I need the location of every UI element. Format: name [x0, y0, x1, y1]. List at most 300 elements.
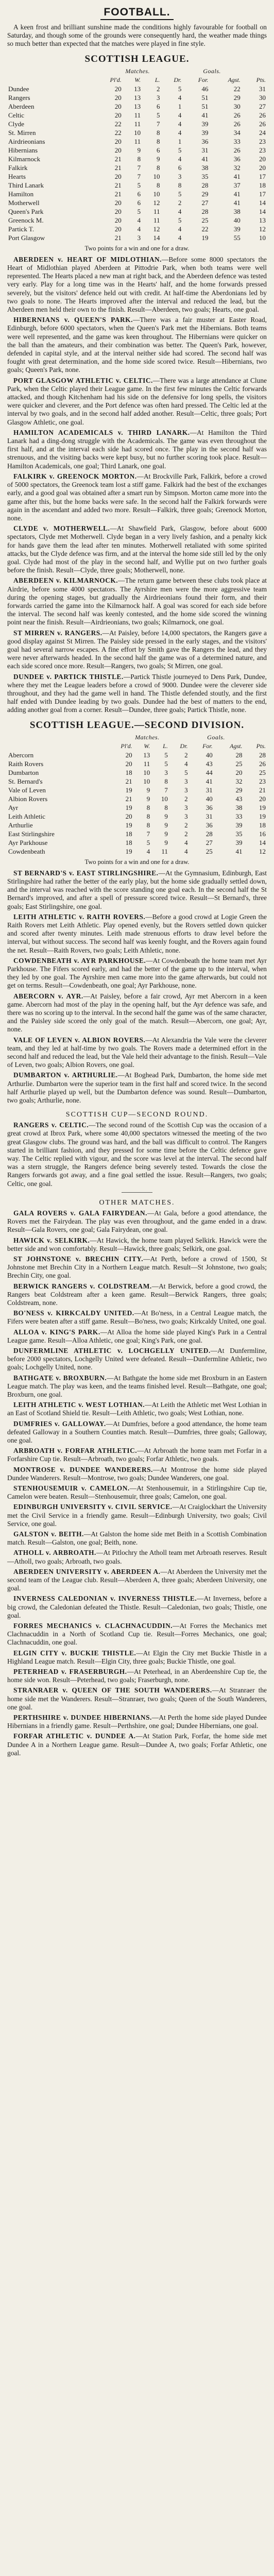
stat-cell: 5 — [164, 759, 168, 768]
stat-cell: 19 — [125, 821, 132, 829]
stat-cell: 8 — [146, 821, 150, 829]
stat-cell: 25 — [201, 216, 209, 224]
league1-col-header: L. — [155, 76, 160, 83]
match-heading: CLYDE v. MOTHERWELL. — [13, 524, 110, 533]
stat-cell: 28 — [201, 207, 209, 215]
match-report — [7, 1447, 267, 1463]
stat-cell: 25 — [235, 759, 243, 768]
team-name-cell: Clyde — [8, 120, 25, 128]
stat-cell: 41 — [233, 172, 241, 180]
match-heading: BERWICK RANGERS v. COLDSTREAM. — [13, 1282, 152, 1290]
masthead-title: FOOTBALL. — [100, 6, 173, 20]
match-report — [7, 992, 267, 1034]
match-text: —At Bo'ness, in a Central League match, the Fifers were beaten after a stiff game. Result—Bo'ness, two goals; Kirkcaldy United, one goal. — [7, 1309, 267, 1326]
stat-cell: 9 — [146, 786, 150, 794]
stat-cell: 38 — [235, 803, 243, 811]
table-row — [7, 759, 267, 768]
stat-cell: 8 — [157, 181, 160, 189]
section-rule — [122, 1192, 152, 1193]
stat-cell: 20 — [114, 146, 122, 154]
stat-cell: 20 — [259, 794, 266, 803]
stat-cell: 11 — [153, 207, 160, 215]
stat-cell: 10 — [143, 777, 150, 785]
team-name-cell: Ayr — [8, 803, 19, 811]
match-heading: LEITH ATHLETIC v. RAITH ROVERS. — [13, 912, 146, 921]
table-row — [7, 216, 267, 225]
match-heading: ST JOHNSTONE v. BRECHIN CITY. — [13, 1255, 144, 1263]
stat-cell: 16 — [259, 829, 266, 838]
match-text: —At Perth the home side played Dundee Hibernians in a friendly game. Result—Perthshire, one goal; Dundee Hibernians, one goal. — [7, 1714, 267, 1730]
league1-group-goals: Goals. — [203, 67, 221, 75]
league1-reports — [7, 256, 267, 715]
match-report — [7, 1530, 267, 1547]
stat-cell: 21 — [125, 794, 132, 803]
team-name-cell: Arthurlie — [8, 821, 33, 829]
stat-cell: 2 — [157, 84, 160, 93]
stat-cell: 21 — [259, 786, 266, 794]
match-report — [7, 1209, 267, 1234]
match-text: —At Paisley, before 14,000 spectators, the Rangers gave a good display against St Mirren. The Paisley side pressed in the early stages, and the visitors' goal had several narrow escapes. A fine effort by Smith gave the Rangers the lead, and they were never afterwards headed. In the second half the game was of a determined nature, and each side scored once more. Result—Rangers, two goals; St Mirren, one goal. — [7, 629, 267, 670]
stat-cell: 51 — [201, 102, 209, 110]
stat-cell: 23 — [259, 146, 266, 154]
league2-header-row — [7, 742, 267, 751]
league1-col-header: Dr. — [174, 76, 182, 83]
stat-cell: 11 — [134, 120, 141, 128]
match-text: —At Perth, before a crowd of 1500, St Johnstone met Brechin City in a Northern League match. Result—St Johnstone, two goals; Brechin City, one goal. — [7, 1255, 267, 1280]
match-text: —At Shawfield Park, Glasgow, before about 6000 spectators, Clyde met Motherwell. Clyde began in a very lively fashion, and a penalty kick for hands gave them the lead after ten minutes. Motherwell retaliated with some spirited attacks, but the Clyde defence was firm, and at the interval the home side still led by the only goal. Clyde had most of the play in the second half, and Wyllie put on two further goals before the finish. Result—Clyde, three goals; Motherwell, none. — [7, 524, 267, 574]
stat-cell: 3 — [184, 777, 188, 785]
stat-cell: 20 — [235, 768, 243, 776]
stat-cell: 36 — [201, 137, 209, 145]
match-text: —At Gala, before a good attendance, the Rovers met the Fairydean. The play was even throughout, and the game ended in a draw. Result—Gala Rovers, one goal; Gala Fairydean, one goal. — [7, 1209, 267, 1234]
match-text: —At Stranraer the home side met the Wanderers. Result—Stranraer, two goals; Queen of the South Wanderers, one goal. — [7, 1686, 267, 1711]
stat-cell: 9 — [157, 155, 160, 163]
stat-cell: 41 — [201, 155, 209, 163]
stat-cell: 18 — [125, 768, 132, 776]
match-text: —At Pitlochry the Atholl team met Arbroath reserves. Result—Atholl, two goals; Arbroath, two goals. — [7, 1549, 267, 1565]
league1-group-matches: Matches. — [125, 67, 150, 75]
stat-cell: 26 — [233, 146, 241, 154]
match-text: —At Inverness, before a big crowd, the Caledonian defeated the Thistle. Result—Caledonian, two goals; Thistle, one goal. — [7, 1595, 267, 1619]
team-name-cell: Ayr Parkhouse — [8, 838, 48, 846]
match-heading: MONTROSE v. DUNDEE WANDERERS. — [13, 1465, 153, 1473]
match-report — [7, 1549, 267, 1565]
match-heading: FORFAR ATHLETIC v. DUNDEE A. — [13, 1732, 136, 1740]
stat-cell: 21 — [125, 777, 132, 785]
stat-cell: 27 — [201, 198, 209, 207]
match-report — [7, 1484, 267, 1501]
stat-cell: 38 — [201, 163, 209, 172]
match-text: —At Forres the Mechanics met Clachnacuddin in a North of Scotland Cup tie. Result—Forres Mechanics, one goal; Clachnacuddin, one goal. — [7, 1622, 267, 1647]
stat-cell: 55 — [233, 233, 241, 242]
stat-cell: 19 — [125, 786, 132, 794]
team-name-cell: Kilmarnock — [8, 155, 41, 163]
match-text: —At the Gymnasium, Edinburgh, East Stirlingshire had rather the better of the early play, but the home side gradually settled down, and the interval was reached with the score standing one goal each. In the second half the St Bernard's improved, and after a spell of pressure scored twice. Result—St Bernard's, three goals; East Stirlingshire, one goal. — [7, 869, 267, 910]
stat-cell: 10 — [153, 190, 160, 198]
match-text: —There was a large attendance at Clune Park, when the Celtic played their League game. In the first few minutes the Celtic forwards attacked, and though Kitchenham had his side on the defensive for long spells, the visitors were quicker and cleverer, and the Port defence was often hard pressed. The Celtic led at the interval by two goals, and in the second half added another. Result—Celtic, three goals; Port Glasgow Athletic, one goal. — [7, 376, 267, 426]
stat-cell: 6 — [137, 198, 141, 207]
stat-cell: 19 — [125, 803, 132, 811]
table-row — [7, 225, 267, 233]
match-heading: EDINBURGH UNIVERSITY v. CIVIL SERVICE. — [13, 1503, 173, 1511]
stat-cell: 3 — [178, 172, 182, 180]
stat-cell: 6 — [157, 102, 160, 110]
stat-cell: 21 — [114, 163, 122, 172]
match-report — [7, 472, 267, 522]
stat-cell: 41 — [201, 111, 209, 119]
match-text: —At Hawick, the home team played Selkirk. Hawick were the better side and won comfortably. Result—Hawick, three goals; Selkirk, one goal. — [7, 1236, 267, 1252]
stat-cell: 41 — [233, 198, 241, 207]
stat-cell: 36 — [206, 821, 213, 829]
stat-cell: 28 — [201, 181, 209, 189]
league2-group-goals: Goals. — [207, 733, 225, 741]
match-report — [7, 316, 267, 374]
table-row — [7, 751, 267, 759]
match-report — [7, 869, 267, 911]
match-report — [7, 1686, 267, 1711]
stat-cell: 20 — [114, 84, 122, 93]
stat-cell: 39 — [235, 821, 243, 829]
match-text: —At Elgin the City met Buckie Thistle in a Highland League match. Result—Elgin City, three goals; Buckie Thistle, one goal. — [7, 1649, 267, 1665]
table-row — [7, 768, 267, 777]
stat-cell: 10 — [259, 233, 266, 242]
stat-cell: 3 — [184, 812, 188, 820]
stat-cell: 11 — [153, 216, 160, 224]
stat-cell: 18 — [125, 838, 132, 846]
match-heading: GALA ROVERS v. GALA FAIRYDEAN. — [13, 1209, 148, 1217]
match-report — [7, 1401, 267, 1417]
stat-cell: 5 — [178, 84, 182, 93]
match-heading: VALE OF LEVEN v. ALBION ROVERS. — [13, 1036, 146, 1044]
stat-cell: 20 — [114, 198, 122, 207]
match-text: —The second round of the Scottish Cup was the occasion of a great crowd at Ibrox Park, where some 40,000 spectators witnessed the meeting of the two great Glasgow clubs. The ground was hard, and the ball was difficult to control. The Rangers started in brilliant fashion, and they pressed for some time before the Celtic defence gave way. The Celtic replied with vigour, and the score was level at the interval. The second half was a stern struggle, the Rangers defence being severely tested. Towards the close the Rangers forwards got away, and a fine goal settled the issue. Result—Rangers, two goals; Celtic, one goal. — [7, 1121, 267, 1188]
league2-col-header: Pts. — [256, 742, 266, 750]
stat-cell: 13 — [143, 751, 150, 759]
match-report — [7, 429, 267, 470]
stat-cell: 30 — [259, 93, 266, 101]
match-text: —At Leith the Athletic met West Lothian in an East of Scotland Shield tie. Result—Leith Athletic, two goals; West Lothian, none. — [7, 1401, 267, 1417]
stat-cell: 9 — [164, 812, 168, 820]
team-name-cell: Falkirk — [8, 163, 28, 172]
stat-cell: 22 — [114, 128, 122, 137]
match-heading: HAMILTON ACADEMICALS v. THIRD LANARK. — [13, 428, 190, 436]
table-row — [7, 163, 267, 172]
stat-cell: 32 — [233, 163, 241, 172]
match-report — [7, 524, 267, 574]
table-row — [7, 190, 267, 198]
stat-cell: 44 — [206, 768, 213, 776]
stat-cell: 4 — [146, 847, 150, 855]
stat-cell: 19 — [259, 812, 266, 820]
stat-cell: 28 — [259, 751, 266, 759]
stat-cell: 26 — [233, 111, 241, 119]
stat-cell: 4 — [178, 225, 182, 233]
cup-title: SCOTTISH CUP—SECOND ROUND. — [65, 1111, 209, 1119]
stat-cell: 36 — [206, 803, 213, 811]
stat-cell: 20 — [114, 102, 122, 110]
stat-cell: 4 — [184, 759, 188, 768]
stat-cell: 13 — [259, 216, 266, 224]
stat-cell: 4 — [178, 93, 182, 101]
team-name-cell: Celtic — [8, 111, 25, 119]
match-report — [7, 673, 267, 715]
stat-cell: 31 — [206, 786, 213, 794]
match-heading: ELGIN CITY v. BUCKIE THISTLE. — [13, 1649, 136, 1657]
stat-cell: 21 — [114, 155, 122, 163]
match-heading: DUNFERMLINE ATHLETIC v. LOCHGELLY UNITED. — [13, 1346, 211, 1354]
stat-cell: 10 — [161, 794, 168, 803]
stat-cell: 2 — [184, 829, 188, 838]
league2-points-note: Two points for a win and one for a draw. — [84, 858, 190, 866]
stat-cell: 5 — [146, 838, 150, 846]
match-heading: PETERHEAD v. FRASERBURGH. — [13, 1668, 127, 1676]
team-name-cell: Vale of Leven — [8, 786, 46, 794]
intro-paragraph: A keen frost and brilliant sunshine made the conditions highly favourable for football on Saturday, and though some of the grounds were consequently hard, the weather made things so much better than expected that the matches were played in fine style. — [7, 23, 267, 48]
match-report — [7, 1466, 267, 1482]
stat-cell: 12 — [153, 225, 160, 233]
league2-col-header: Pl'd. — [121, 742, 132, 750]
team-name-cell: Rangers — [8, 93, 30, 101]
match-heading: RANGERS v. CELTIC. — [13, 1121, 89, 1129]
stat-cell: 9 — [137, 146, 141, 154]
match-report — [7, 1071, 267, 1105]
stat-cell: 29 — [233, 93, 241, 101]
stat-cell: 4 — [137, 225, 141, 233]
table-row — [7, 829, 267, 838]
other-title: OTHER MATCHES. — [99, 1198, 175, 1207]
league2-col-header: L. — [163, 742, 168, 750]
table-row — [7, 93, 267, 102]
stat-cell: 11 — [134, 111, 141, 119]
match-text: —At Craiglockhart the University met the Civil Service in a friendly game. Result—Edinburgh University, two goals; Civil Service, one goal. — [7, 1503, 267, 1528]
team-name-cell: Third Lanark — [8, 181, 44, 189]
table-row — [7, 137, 267, 146]
stat-cell: 10 — [143, 768, 150, 776]
stat-cell: 36 — [233, 155, 241, 163]
section-masthead — [7, 6, 267, 20]
match-text: —At Arbroath the home team met Forfar in a Forfarshire Cup tie. Result—Arbroath, two goals; Forfar Athletic, two goals. — [7, 1447, 267, 1463]
table-row — [7, 821, 267, 829]
stat-cell: 18 — [259, 821, 266, 829]
stat-cell: 19 — [201, 233, 209, 242]
stat-cell: 10 — [134, 128, 141, 137]
table-row — [7, 794, 267, 803]
match-report — [7, 1255, 267, 1280]
stat-cell: 41 — [206, 777, 213, 785]
table-row — [7, 207, 267, 216]
team-name-cell: East Stirlingshire — [8, 829, 55, 838]
stat-cell: 13 — [134, 84, 141, 93]
stat-cell: 5 — [137, 181, 141, 189]
match-heading: ABERDEEN v. KILMARNOCK. — [13, 577, 118, 585]
stat-cell: 21 — [114, 190, 122, 198]
stat-cell: 21 — [114, 181, 122, 189]
stat-cell: 30 — [233, 102, 241, 110]
match-text: —At Peterhead, in an Aberdeenshire Cup tie, the home side won. Result—Peterhead, two goals; Fraserburgh, none. — [7, 1668, 267, 1684]
table-row — [7, 803, 267, 812]
stat-cell: 20 — [114, 111, 122, 119]
match-heading: DUMFRIES v. GALLOWAY. — [13, 1419, 106, 1428]
match-text: —At Dumfries, before a good attendance, the home team defeated Galloway in a Southern Counties match. Result—Dumfries, three goals; Galloway, one goal. — [7, 1419, 267, 1444]
stat-cell: 38 — [233, 207, 241, 215]
league2-col-header: For. — [202, 742, 213, 750]
match-text: —The return game between these clubs took place at Airdrie, before some 4000 spectators. The Ayrshire men were the more aggressive team during the opening stages, but gradually the Airdrieonians found their form, and their forwards carried the game into the Kilmarnock half. A goal was scored for each side before the interval. The second half was keenly contested, and the home side scored the winning point near the finish. Result—Airdrieonians, two goals; Kilmarnock, one goal. — [7, 577, 267, 626]
match-report — [7, 1568, 267, 1593]
league1-table — [7, 67, 267, 242]
stat-cell: 39 — [235, 838, 243, 846]
table-row — [7, 111, 267, 120]
league2-group-matches: Matches. — [135, 733, 160, 741]
stat-cell: 2 — [178, 198, 182, 207]
stat-cell: 18 — [259, 181, 266, 189]
stat-cell: 20 — [125, 759, 132, 768]
stat-cell: 19 — [125, 847, 132, 855]
league1-group-row — [7, 67, 267, 76]
match-report — [7, 1420, 267, 1445]
stat-cell: 6 — [137, 190, 141, 198]
stat-cell: 14 — [153, 233, 160, 242]
stat-cell: 32 — [235, 777, 243, 785]
stat-cell: 3 — [157, 93, 160, 101]
stat-cell: 18 — [125, 829, 132, 838]
stat-cell: 51 — [201, 93, 209, 101]
table-row — [7, 146, 267, 155]
stat-cell: 27 — [206, 838, 213, 846]
stat-cell: 40 — [233, 216, 241, 224]
match-report — [7, 1347, 267, 1372]
stat-cell: 4 — [184, 847, 188, 855]
match-heading: INVERNESS CALEDONIAN v. INVERNESS THISTLE. — [13, 1595, 197, 1603]
stat-cell: 3 — [164, 768, 168, 776]
stat-cell: 7 — [146, 829, 150, 838]
stat-cell: 26 — [259, 120, 266, 128]
stat-cell: 20 — [259, 163, 266, 172]
match-report — [7, 1036, 267, 1070]
stat-cell: 8 — [164, 777, 168, 785]
match-report — [7, 1328, 267, 1345]
stat-cell: 46 — [201, 84, 209, 93]
stat-cell: 28 — [235, 751, 243, 759]
stat-cell: 4 — [178, 233, 182, 242]
match-heading: ATHOLL v. ARBROATH. — [13, 1549, 96, 1557]
stat-cell: 39 — [201, 120, 209, 128]
table-row — [7, 120, 267, 128]
stat-cell: 9 — [164, 821, 168, 829]
match-heading: ST MIRREN v. RANGERS. — [13, 629, 102, 637]
table-row — [7, 181, 267, 190]
team-name-cell: Dumbarton — [8, 768, 39, 776]
league2-col-header: Agst. — [230, 742, 243, 750]
stat-cell: 27 — [259, 102, 266, 110]
match-text: —At Paisley, before a fair crowd, Ayr met Abercorn in a keen game. Abercorn had most of the play in the opening half, but the Ayr defence was safe, and there was no scoring up to the interval. In the second half the game was of the same character, and the Paisley side scored the only goal of the match. Result—Abercorn, one goal; Ayr, none. — [7, 992, 267, 1033]
stat-cell: 3 — [137, 233, 141, 242]
match-text: —Partick Thistle journeyed to Dens Park, Dundee, where they met the League leaders before a crowd of 9000. Dundee were the cleverer side throughout, and they had the game well in hand. The Thistle defended stoutly, and the first half ended with Dundee leading by two goals. Dundee had the best of matters to the end, adding another goal from a corner. Result—Dundee, three goals; Partick Thistle, none. — [7, 672, 267, 714]
match-heading: PORT GLASGOW ATHLETIC v. CELTIC. — [13, 376, 153, 384]
stat-cell: 22 — [114, 120, 122, 128]
stat-cell: 7 — [164, 786, 168, 794]
stat-cell: 20 — [125, 812, 132, 820]
match-text: —At Cowdenbeath the home team met Ayr Parkhouse. The Fifers scored early, and had the better of the game up to the interval, when they led by one goal. The Ayrshire men came more into the game afterwards, but could not get on terms. Result—Cowdenbeath, one goal; Ayr Parkhouse, none. — [7, 956, 267, 990]
table-row — [7, 233, 267, 242]
stat-cell: 35 — [235, 829, 243, 838]
stat-cell: 14 — [259, 838, 266, 846]
match-heading: HAWICK v. SELKIRK. — [13, 1236, 90, 1244]
league1-col-header: For. — [198, 76, 209, 83]
league1-points-note: Two points for a win and one for a draw. — [84, 244, 190, 252]
stat-cell: 5 — [178, 216, 182, 224]
table-row — [7, 172, 267, 181]
match-report — [7, 1503, 267, 1528]
stat-cell: 29 — [201, 190, 209, 198]
stat-cell: 1 — [178, 137, 182, 145]
league1-col-header: W. — [134, 76, 141, 83]
league2-col-header — [7, 742, 106, 751]
match-report — [7, 377, 267, 427]
stat-cell: 22 — [201, 225, 209, 233]
team-name-cell: Airdrieonians — [8, 137, 45, 145]
stat-cell: 25 — [259, 768, 266, 776]
league1-col-header: Agst. — [228, 76, 241, 83]
league1-col-header — [7, 76, 93, 84]
stat-cell: 20 — [114, 207, 122, 215]
league2-reports — [7, 869, 267, 1105]
stat-cell: 34 — [233, 128, 241, 137]
match-heading: LEITH ATHLETIC v. WEST LOTHIAN. — [13, 1401, 145, 1409]
stat-cell: 5 — [157, 111, 160, 119]
stat-cell: 24 — [259, 128, 266, 137]
stat-cell: 29 — [235, 786, 243, 794]
match-heading: BO'NESS v. KIRKCALDY UNITED. — [13, 1309, 134, 1317]
team-name-cell: St. Bernard's — [8, 777, 43, 785]
stat-cell: 2 — [184, 821, 188, 829]
match-text: —At Boghead Park, Dumbarton, the home side met Arthurlie. Dumbarton were the superior team in the first half and scored twice. In the second half Arthurlie played up well, but the Dumbarton defence was sound. Result—Dumbarton, two goals; Arthurlie, none. — [7, 1071, 267, 1105]
match-report — [7, 1309, 267, 1326]
stat-cell: 3 — [184, 803, 188, 811]
match-heading: STENHOUSEMUIR v. CAMELON. — [13, 1484, 130, 1492]
league2-title: SCOTTISH LEAGUE.—SECOND DIVISION. — [29, 719, 245, 731]
stat-cell: 11 — [134, 137, 141, 145]
match-heading: ABERDEEN UNIVERSITY v. ABERDEEN A. — [13, 1567, 161, 1575]
league1-header-row — [7, 76, 267, 84]
stat-cell: 7 — [137, 172, 141, 180]
stat-cell: 14 — [259, 198, 266, 207]
team-name-cell: Port Glasgow — [8, 233, 45, 242]
match-text: —At Stenhousemuir, in a Stirlingshire Cup tie, Camelon were beaten. Result—Stenhousemuir, three goals; Camelon, one goal. — [7, 1484, 267, 1501]
stat-cell: 20 — [114, 172, 122, 180]
table-row — [7, 198, 267, 207]
stat-cell: 9 — [146, 794, 150, 803]
stat-cell: 41 — [233, 190, 241, 198]
team-name-cell: Motherwell — [8, 198, 40, 207]
stat-cell: 5 — [178, 146, 182, 154]
other-reports — [7, 1209, 267, 1757]
match-text: —At Alexandria the Vale were the cleverer team, and they led at half-time by two goals. The Rovers made a determined effort in the second half and reduced the lead, but the Vale held their advantage to the finish. Result—Vale of Leven, two goals; Albion Rovers, one goal. — [7, 1036, 267, 1069]
match-report — [7, 1668, 267, 1684]
stat-cell: 6 — [178, 163, 182, 172]
team-name-cell: Greenock M. — [8, 216, 44, 224]
stat-cell: 31 — [206, 812, 213, 820]
stat-cell: 9 — [164, 829, 168, 838]
match-report — [7, 1732, 267, 1757]
stat-cell: 8 — [146, 812, 150, 820]
stat-cell: 35 — [201, 172, 209, 180]
stat-cell: 4 — [178, 207, 182, 215]
match-heading: HIBERNIANS v. QUEEN'S PARK. — [13, 316, 133, 324]
stat-cell: 17 — [259, 172, 266, 180]
match-heading: BATHGATE v. BROXBURN. — [13, 1374, 107, 1382]
stat-cell: 26 — [259, 759, 266, 768]
stat-cell: 20 — [114, 225, 122, 233]
